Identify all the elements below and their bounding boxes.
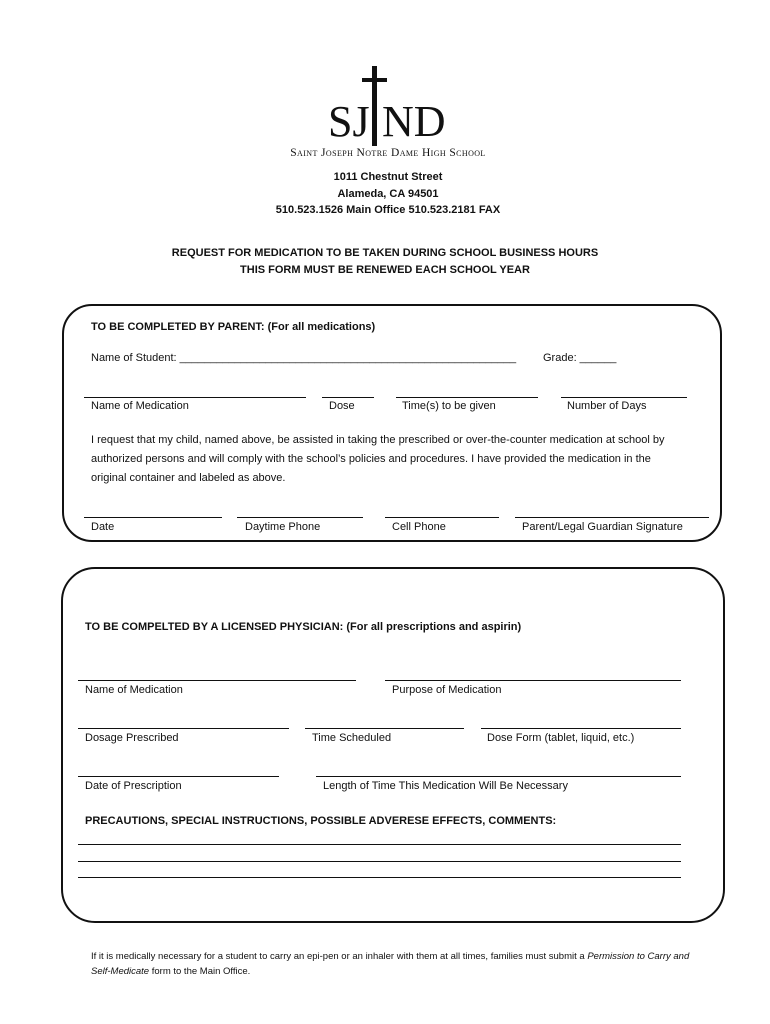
daytime-phone-label: Daytime Phone xyxy=(245,521,321,533)
date-line[interactable] xyxy=(84,517,222,518)
footer-note xyxy=(91,949,691,979)
date-label: Date xyxy=(91,521,115,533)
medication-name-label: Name of Medication xyxy=(91,400,189,412)
number-of-days-line[interactable] xyxy=(561,397,687,398)
form-subtitle: THIS FORM MUST BE RENEWED EACH SCHOOL YEAR xyxy=(240,264,530,276)
dosage-prescribed-line[interactable] xyxy=(78,728,289,729)
parent-statement: I request that my child, named above, be assisted in taking the prescribed or over-the-counter medication at school by authorized persons and will comply with the school’s policies and procedures. I have provided the medication in the original container and labeled as above. xyxy=(91,434,665,484)
form-title: REQUEST FOR MEDICATION TO BE TAKEN DURING SCHOOL BUSINESS HOURS xyxy=(171,247,599,259)
medication-name-line[interactable] xyxy=(84,397,306,398)
dose-label: Dose xyxy=(329,400,355,412)
student-name-field[interactable]: Name of Student: _______________________________________________________ xyxy=(91,352,517,364)
school-logo xyxy=(318,64,458,148)
date-of-prescription-line[interactable] xyxy=(78,776,279,777)
cell-phone-line[interactable] xyxy=(385,517,499,518)
signature-line[interactable] xyxy=(515,517,709,518)
parent-section-box xyxy=(62,304,722,542)
comments-line-3[interactable] xyxy=(78,877,681,878)
dose-form-line[interactable] xyxy=(481,728,681,729)
logo-letters-right: ND xyxy=(382,97,446,146)
address-line-1: 1011 Chestnut Street xyxy=(333,171,443,183)
time-scheduled-line[interactable] xyxy=(305,728,464,729)
footer-text-before: If it is medically necessary for a student to carry an epi-pen or an inhaler with them at all times, families must submit a xyxy=(91,951,588,962)
physician-medication-name-line[interactable] xyxy=(78,680,356,681)
comments-line-1[interactable] xyxy=(78,844,681,845)
number-of-days-label: Number of Days xyxy=(567,400,647,412)
comments-line-2[interactable] xyxy=(78,861,681,862)
parent-section-heading: TO BE COMPLETED BY PARENT: (For all medications) xyxy=(91,321,376,333)
phone-line: 510.523.1526 Main Office 510.523.2181 FAX xyxy=(275,204,501,216)
dosage-prescribed-label: Dosage Prescribed xyxy=(85,732,179,744)
physician-section-heading: TO BE COMPELTED BY A LICENSED PHYSICIAN: (For all prescriptions and aspirin) xyxy=(85,621,522,633)
daytime-phone-line[interactable] xyxy=(237,517,363,518)
cell-phone-label: Cell Phone xyxy=(392,521,446,533)
footer-form-name: Permission to Carry and Self-Medicate xyxy=(91,951,690,977)
length-of-time-line[interactable] xyxy=(316,776,681,777)
precautions-heading: PRECAUTIONS, SPECIAL INSTRUCTIONS, POSSIBLE ADVERESE EFFECTS, COMMENTS: xyxy=(85,815,557,827)
dose-form-label: Dose Form (tablet, liquid, etc.) xyxy=(487,732,635,744)
school-name: Saint Joseph Notre Dame High School xyxy=(290,147,486,159)
dose-line[interactable] xyxy=(322,397,374,398)
grade-field[interactable]: Grade: ______ xyxy=(543,352,617,364)
length-of-time-label: Length of Time This Medication Will Be Necessary xyxy=(323,780,568,792)
date-of-prescription-label: Date of Prescription xyxy=(85,780,182,792)
address-line-2: Alameda, CA 94501 xyxy=(337,188,439,200)
times-label: Time(s) to be given xyxy=(402,400,496,412)
time-scheduled-label: Time Scheduled xyxy=(312,732,392,744)
purpose-line[interactable] xyxy=(385,680,681,681)
footer-text-after: form to the Main Office. xyxy=(149,966,251,977)
purpose-label: Purpose of Medication xyxy=(392,684,502,696)
physician-medication-name-label: Name of Medication xyxy=(85,684,183,696)
logo-letters-left: SJ xyxy=(328,97,370,146)
signature-label: Parent/Legal Guardian Signature xyxy=(522,521,683,533)
times-line[interactable] xyxy=(396,397,538,398)
